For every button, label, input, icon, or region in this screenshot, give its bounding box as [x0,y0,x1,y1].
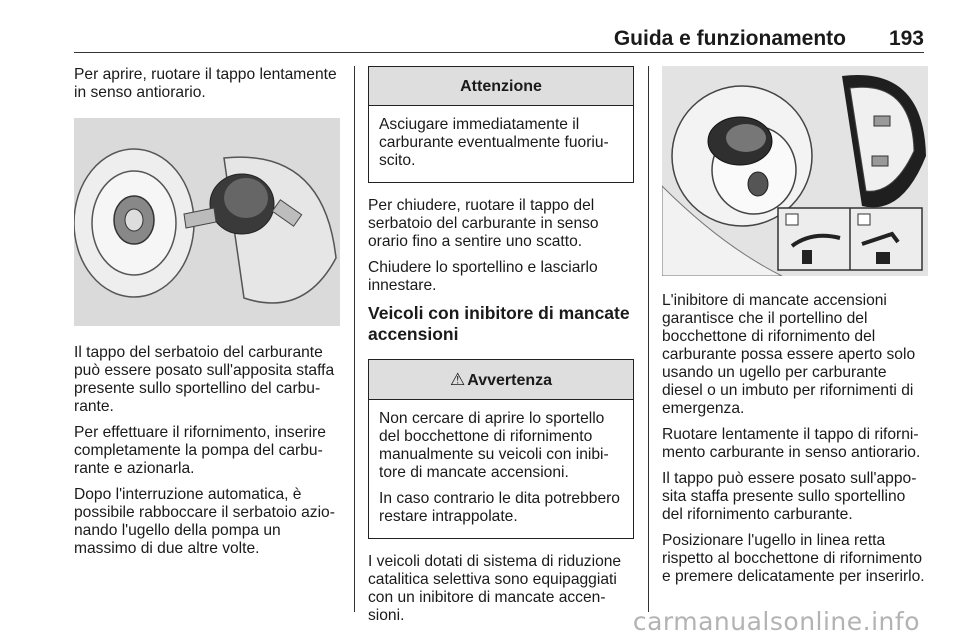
attention-title: Attenzione [369,67,633,106]
page-number: 193 [888,27,924,50]
paragraph: Il tappo del serbatoio del carburante può essere posato sull'apposita staffa presente sullo sportellino del carburante. [74,344,335,415]
paragraph: Per effettuare il rifornimento, inserire completamente la pompa del carburante e azionarla. [74,424,326,477]
paragraph: Dopo l'interruzione automatica, è possibile rabboccare il serbatoio azionando l'ugello della pompa un massimo di due altre volte. [74,486,335,557]
warning-title: Avvertenza [467,372,553,389]
warning-header [369,360,633,400]
paragraph: Posizionare l'ugello in linea retta rispetto al bocchettone di rifornimento e premere delicatamente per inserirlo. [662,532,925,585]
paragraph: L'inibitore di mancate accensioni garantisce che il portellino del bocchettone di rifornimento del carburante possa essere aperto solo usando un ugello per carburante diesel o un imbuto per rifornimenti di emergenza. [662,292,916,417]
column-divider [354,66,355,612]
fuel-cap-illustration [74,118,340,326]
misfuel-inhibitor-illustration [662,66,928,276]
attention-box [368,66,634,183]
warning-box [368,359,634,539]
paragraph: Il tappo può essere posato sull'apposita staffa presente sullo sportellino del rifornimento carburante. [662,470,917,523]
column-right [662,66,930,594]
paragraph: Per aprire, ruotare il tappo lentamente in senso antiorario. [74,66,337,101]
section-title: Guida e funzionamento [613,27,846,50]
paragraph: Chiudere lo sportellino e lasciarlo innestare. [368,259,598,294]
attention-text: Asciugare immediatamente il carburante eventualmente fuoriuscito. [379,116,609,169]
warning-text: In caso contrario le dita potrebbero restare intrappolate. [379,490,620,525]
page-header [74,24,924,53]
column-middle [368,66,634,633]
column-divider [648,66,649,612]
warning-icon: ⚠ [449,370,466,389]
section-heading: Veicoli con inibitore di mancate accensioni [368,303,630,344]
paragraph: Per chiudere, ruotare il tappo del serbatoio del carburante in senso orario fino a sentire uno scatto. [368,197,599,250]
paragraph: I veicoli dotati di sistema di riduzione catalitica selettiva sono equipaggiati con un inibitore di mancate accensioni. [368,553,622,624]
watermark: carmanualsonline.info [632,607,920,636]
paragraph: Ruotare lentamente il tappo di rifornimento carburante in senso antiorario. [662,426,921,461]
warning-text: Non cercare di aprire lo sportello del bocchettone di rifornimento manualmente su veicoli con inibitore di mancate accensioni. [379,410,609,481]
column-left [74,66,342,566]
